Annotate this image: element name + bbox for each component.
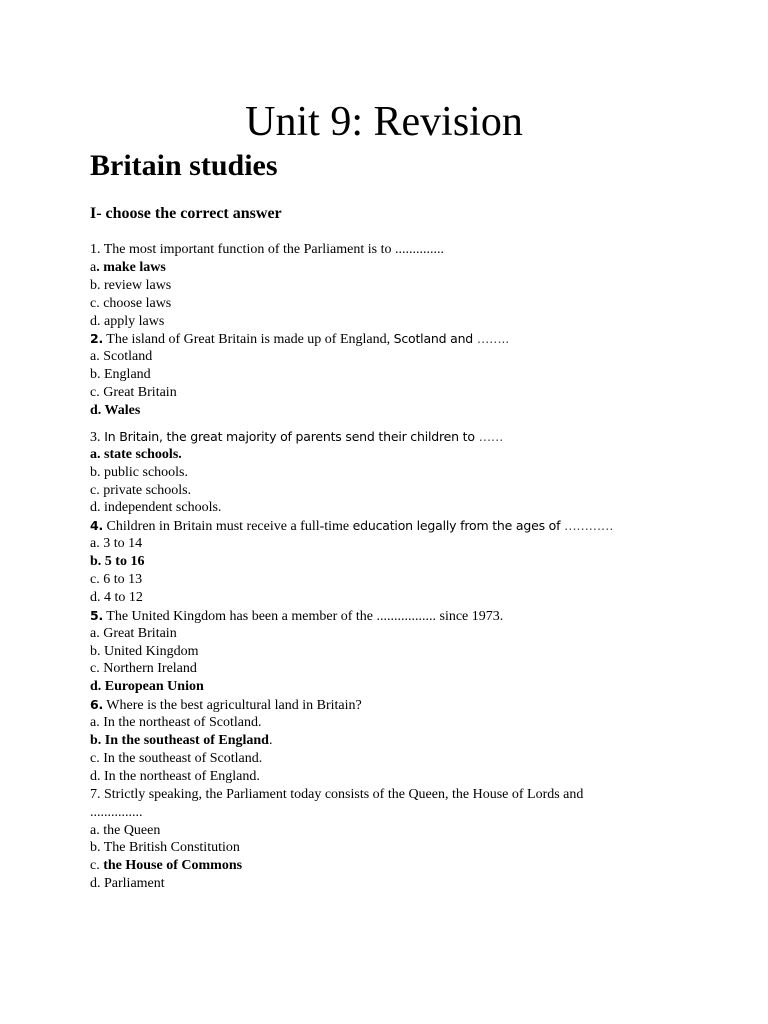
blank-dots: …….. — [476, 331, 509, 347]
question-5-stem — [90, 607, 730, 625]
question-text-sans: In Britain, the great majority of parents send their children to — [100, 428, 479, 444]
question-number: 5. — [90, 607, 104, 623]
option-c — [90, 660, 730, 678]
option-text: Scotland — [99, 349, 153, 365]
option-letter: d. — [90, 876, 101, 892]
option-a — [90, 714, 730, 732]
option-letter: b. — [90, 733, 102, 749]
option-b — [90, 464, 730, 482]
option-text-correct: Wales — [101, 403, 141, 419]
blank-dots: …… — [478, 428, 504, 444]
question-2 — [90, 330, 730, 419]
option-b — [90, 839, 730, 857]
option-letter: d. — [90, 403, 102, 419]
option-b — [90, 366, 730, 384]
option-letter: a. — [90, 446, 101, 462]
option-letter: c. — [90, 750, 100, 766]
question-1-stem — [90, 241, 730, 259]
option-letter: b. — [90, 367, 101, 383]
option-a — [90, 822, 730, 840]
question-5 — [90, 607, 730, 696]
option-a — [90, 348, 730, 366]
question-6-stem — [90, 696, 730, 714]
question-3-stem — [90, 428, 730, 446]
option-text: The British Constitution — [100, 840, 240, 856]
option-letter: c. — [90, 572, 100, 588]
option-c — [90, 571, 730, 589]
unit-title: Unit 9: Revision — [245, 99, 523, 145]
option-letter: a. — [90, 536, 100, 552]
question-7-stem — [90, 786, 730, 804]
question-number: 1. — [90, 242, 101, 257]
option-letter: b. — [90, 554, 102, 570]
option-text: 6 to 13 — [99, 572, 143, 588]
question-text: The island of Great Britain is made up of England, — [103, 332, 394, 348]
option-letter: b. — [90, 464, 101, 480]
option-d — [90, 678, 730, 696]
spacer — [90, 420, 730, 428]
option-text: 4 to 12 — [100, 589, 143, 605]
option-text-correct: state schools. — [100, 446, 182, 462]
option-text-correct: 5 to 16 — [101, 554, 145, 570]
question-number: 4. — [90, 518, 104, 534]
option-letter: d. — [90, 500, 101, 516]
section-title: Britain studies — [90, 149, 278, 182]
question-text: Children in Britain must receive a full-time — [103, 519, 353, 535]
option-d — [90, 768, 730, 786]
question-number: 7. — [90, 786, 101, 802]
option-text: England — [100, 367, 151, 383]
option-c — [90, 482, 730, 500]
option-b — [90, 643, 730, 661]
option-d — [90, 875, 730, 893]
option-c — [90, 857, 730, 875]
question-text-sans: education legally from the ages of — [352, 518, 565, 534]
question-3 — [90, 428, 730, 517]
question-1 — [90, 241, 730, 330]
question-text: Strictly speaking, the Parliament today consists of the Queen, the House of Lords and — [100, 786, 584, 802]
option-text: public schools. — [100, 464, 188, 480]
option-letter: c. — [90, 385, 100, 401]
question-number: 3. — [90, 429, 101, 445]
option-d — [90, 402, 730, 420]
option-text: In the northeast of Scotland. — [99, 715, 262, 731]
option-letter: c. — [90, 858, 100, 874]
option-a — [90, 625, 730, 643]
option-text: the Queen — [99, 822, 161, 838]
option-text: choose laws — [99, 295, 172, 311]
option-c — [90, 750, 730, 768]
option-d — [90, 313, 730, 331]
option-letter: c. — [90, 661, 100, 677]
option-text: 3 to 14 — [99, 536, 143, 552]
option-text: independent schools. — [100, 500, 222, 516]
question-4-stem — [90, 517, 730, 535]
option-text: Great Britain — [99, 625, 177, 641]
option-letter: b. — [90, 277, 101, 293]
option-letter: a. — [90, 625, 100, 641]
question-6 — [90, 696, 730, 785]
option-b — [90, 277, 730, 295]
option-separator: . — [96, 259, 100, 275]
option-text: United Kingdom — [100, 643, 199, 659]
option-letter: d. — [90, 313, 101, 329]
question-number: 6. — [90, 697, 104, 713]
option-text-correct: make laws — [99, 259, 166, 275]
question-text: The United Kingdom has been a member of the ................. since 1973. — [103, 608, 504, 624]
option-a — [90, 446, 730, 464]
option-text: private schools. — [99, 482, 192, 498]
option-letter: b. — [90, 643, 101, 659]
option-d — [90, 499, 730, 517]
option-letter: c. — [90, 295, 100, 311]
option-text: In the northeast of England. — [100, 768, 260, 784]
option-c — [90, 384, 730, 402]
option-letter: b. — [90, 840, 101, 856]
option-letter: a — [90, 259, 97, 275]
question-text: Where is the best agricultural land in Britain? — [103, 698, 362, 714]
option-text-correct: In the southeast of England — [101, 733, 269, 749]
option-a — [90, 259, 730, 277]
question-list — [90, 241, 730, 893]
question-7 — [90, 786, 730, 893]
option-text: review laws — [100, 277, 172, 293]
option-text-correct: the House of Commons — [99, 858, 243, 874]
question-7-stem-line2: ............... — [90, 804, 143, 820]
option-letter: a. — [90, 349, 100, 365]
blank-dots: ………… — [564, 518, 614, 534]
option-text: In the southeast of Scotland. — [99, 750, 263, 766]
option-trailing-period: . — [268, 733, 273, 749]
option-text: Northern Ireland — [99, 661, 197, 677]
instruction-heading: I- choose the correct answer — [90, 205, 282, 222]
option-text: Parliament — [100, 876, 165, 892]
question-text: The most important function of the Parliament is to .............. — [103, 242, 444, 257]
option-text-correct: European Union — [101, 679, 204, 695]
question-text-sans: Scotland and — [393, 331, 477, 347]
option-letter: a. — [90, 715, 100, 731]
option-letter: d. — [90, 679, 102, 695]
option-letter: d. — [90, 768, 101, 784]
option-a — [90, 535, 730, 553]
option-b — [90, 732, 730, 750]
option-text: apply laws — [100, 313, 165, 329]
option-c — [90, 295, 730, 313]
option-b — [90, 553, 730, 571]
option-letter: a. — [90, 822, 100, 838]
option-letter: c. — [90, 482, 100, 498]
option-text: Great Britain — [99, 385, 177, 401]
question-4 — [90, 517, 730, 606]
question-2-stem — [90, 330, 730, 348]
option-d — [90, 589, 730, 607]
question-number: 2. — [90, 331, 104, 347]
option-letter: d. — [90, 589, 101, 605]
